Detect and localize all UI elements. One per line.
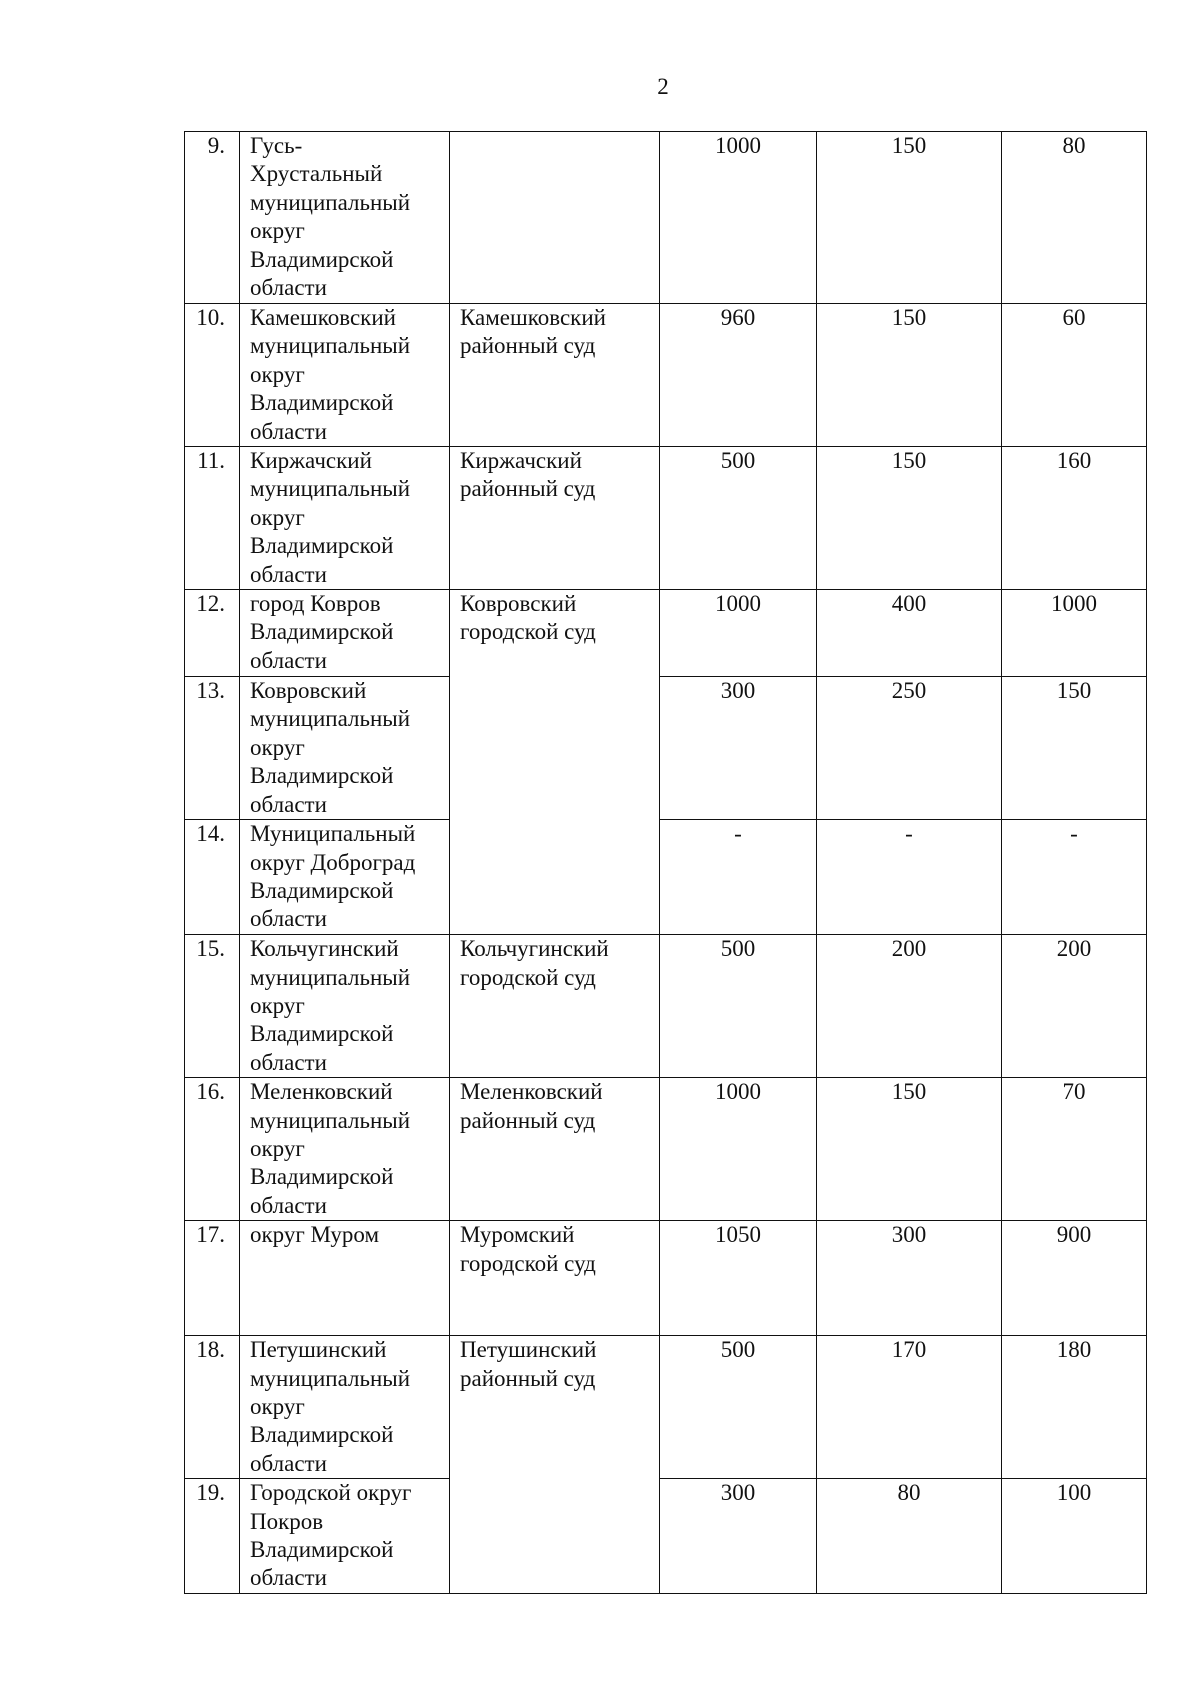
value: 300 xyxy=(720,678,756,704)
row-number: 14. xyxy=(185,820,240,935)
cell-line: области xyxy=(250,647,327,673)
court-name xyxy=(450,590,660,935)
table-row xyxy=(185,820,1147,935)
cell-line: муниципальный xyxy=(250,1107,411,1133)
court-name xyxy=(450,132,660,304)
cell-line: Киржачский xyxy=(250,448,372,474)
cell-line: области xyxy=(250,1565,327,1591)
cell-line: районный суд xyxy=(460,333,596,359)
value-cell-3 xyxy=(1002,1479,1147,1594)
cell-line: Ковровский xyxy=(460,591,577,617)
value-cell-3 xyxy=(1002,447,1147,590)
table-row xyxy=(185,677,1147,820)
court-name xyxy=(450,1221,660,1336)
value-cell-1 xyxy=(660,1078,817,1221)
value: 180 xyxy=(1056,1337,1092,1363)
cell-line: округ xyxy=(250,361,305,387)
value-cell-3 xyxy=(1002,935,1147,1078)
table-row xyxy=(185,304,1147,447)
cell-line: Покров xyxy=(250,1508,324,1534)
value: - xyxy=(905,821,913,847)
cell-line: Меленковский xyxy=(250,1079,393,1105)
cell-line: области xyxy=(250,561,327,587)
value: - xyxy=(734,821,742,847)
value-cell-2 xyxy=(817,447,1002,590)
table-row xyxy=(185,935,1147,1078)
value: 160 xyxy=(1056,448,1092,474)
value-cell-2 xyxy=(817,677,1002,820)
cell-line: Владимирской xyxy=(250,763,394,789)
cell-line: округ xyxy=(250,1135,305,1161)
cell-line: Кольчугинский xyxy=(460,936,609,962)
value: 1000 xyxy=(715,133,761,158)
value: 1000 xyxy=(715,1079,761,1105)
value-cell-2 xyxy=(817,1221,1002,1336)
value-cell-1 xyxy=(660,935,817,1078)
value: 150 xyxy=(891,448,927,474)
value-cell-1 xyxy=(660,820,817,935)
cell-line: Муромский xyxy=(460,1222,575,1248)
value: 500 xyxy=(720,1337,756,1363)
page-number: 2 xyxy=(657,74,669,99)
cell-line: округ Доброград xyxy=(250,849,416,875)
cell-line: Ковровский xyxy=(250,678,367,704)
cell-line: муниципальный xyxy=(250,476,411,502)
cell-line: округ xyxy=(250,734,305,760)
table-row xyxy=(185,447,1147,590)
cell-line: муниципальный xyxy=(250,706,411,732)
cell-line: Меленковский xyxy=(460,1079,603,1105)
cell-line: Гусь- xyxy=(250,133,303,158)
value-cell-1 xyxy=(660,447,817,590)
value: 500 xyxy=(720,448,756,474)
cell-line: муниципальный xyxy=(250,333,411,359)
value-cell-3 xyxy=(1002,820,1147,935)
cell-line: Петушинский xyxy=(460,1337,597,1363)
value: 1000 xyxy=(715,591,761,617)
value-cell-2 xyxy=(817,1336,1002,1479)
value: 60 xyxy=(1062,305,1086,330)
value: 1050 xyxy=(715,1222,761,1248)
value-cell-3 xyxy=(1002,304,1147,447)
cell-line: округ xyxy=(250,504,305,530)
value-cell-3 xyxy=(1002,590,1147,677)
cell-line: Муниципальный xyxy=(250,821,416,847)
cell-line: Владимирской xyxy=(250,1537,394,1562)
row-number: 12. xyxy=(185,590,240,677)
cell-line: муниципальный xyxy=(250,189,411,215)
municipality-name xyxy=(240,447,450,590)
municipality-name xyxy=(240,1479,450,1594)
value: 150 xyxy=(1056,678,1092,704)
value-cell-3 xyxy=(1002,1221,1147,1336)
value-cell-1 xyxy=(660,590,817,677)
value: 300 xyxy=(720,1480,756,1506)
cell-line: Владимирской xyxy=(250,1422,394,1448)
row-number: 19. xyxy=(185,1479,240,1594)
municipality-name xyxy=(240,132,450,304)
cell-line: Владимирской xyxy=(250,619,394,645)
municipality-name xyxy=(240,677,450,820)
cell-line: Петушинский xyxy=(250,1337,387,1363)
value-cell-2 xyxy=(817,304,1002,447)
value-cell-1 xyxy=(660,1479,817,1594)
cell-line: Владимирской xyxy=(250,390,394,416)
cell-line: области xyxy=(250,1192,327,1218)
value-cell-3 xyxy=(1002,132,1147,304)
value-cell-2 xyxy=(817,820,1002,935)
courts-table xyxy=(184,131,1147,1594)
cell-line: области xyxy=(250,791,327,817)
cell-line: городской суд xyxy=(460,619,596,645)
municipality-name xyxy=(240,590,450,677)
cell-line: Камешковский xyxy=(250,305,396,330)
cell-line: Владимирской xyxy=(250,1164,394,1190)
cell-line: город Ковров xyxy=(250,591,381,617)
row-number: 17. xyxy=(185,1221,240,1336)
value: - xyxy=(1070,821,1078,847)
municipality-name xyxy=(240,304,450,447)
cell-line: области xyxy=(250,906,327,932)
cell-line: Владимирской xyxy=(250,246,394,272)
cell-line: Городской округ xyxy=(250,1480,412,1506)
cell-line: области xyxy=(250,1450,327,1476)
value: 250 xyxy=(891,678,927,704)
court-name xyxy=(450,1336,660,1594)
value-cell-1 xyxy=(660,304,817,447)
cell-line: Владимирской xyxy=(250,877,394,903)
table-row xyxy=(185,1336,1147,1479)
value-cell-1 xyxy=(660,132,817,304)
row-number: 11. xyxy=(185,447,240,590)
value: 150 xyxy=(891,1079,927,1105)
cell-line: области xyxy=(250,1049,327,1075)
value-cell-2 xyxy=(817,132,1002,304)
value: 1000 xyxy=(1051,591,1097,617)
municipality-name xyxy=(240,935,450,1078)
row-number: 15. xyxy=(185,935,240,1078)
value-cell-1 xyxy=(660,1221,817,1336)
value: 150 xyxy=(891,305,927,330)
cell-line: Владимирской xyxy=(250,533,394,559)
value: 170 xyxy=(891,1337,927,1363)
value: 100 xyxy=(1056,1480,1092,1506)
value: 960 xyxy=(720,305,756,330)
cell-line: районный суд xyxy=(460,476,596,502)
value: 400 xyxy=(891,591,927,617)
municipality-name xyxy=(240,820,450,935)
cell-line: районный суд xyxy=(460,1107,596,1133)
cell-line: Камешковский xyxy=(460,305,606,330)
value-cell-1 xyxy=(660,677,817,820)
municipality-name xyxy=(240,1336,450,1479)
cell-line: Кольчугинский xyxy=(250,936,399,962)
cell-line: округ xyxy=(250,1393,305,1419)
value: 80 xyxy=(897,1480,921,1506)
cell-line: Киржачский xyxy=(460,448,582,474)
table-row xyxy=(185,1479,1147,1594)
table-row xyxy=(185,590,1147,677)
row-number: 16. xyxy=(185,1078,240,1221)
value: 150 xyxy=(891,133,927,158)
court-name xyxy=(450,447,660,590)
row-number: 13. xyxy=(185,677,240,820)
cell-line: районный суд xyxy=(460,1365,596,1391)
row-number: 9. xyxy=(185,132,240,304)
cell-line: муниципальный xyxy=(250,1365,411,1391)
cell-line: Владимирской xyxy=(250,1021,394,1047)
value-cell-2 xyxy=(817,1479,1002,1594)
table-row xyxy=(185,1221,1147,1336)
cell-line: области xyxy=(250,418,327,444)
municipality-name xyxy=(240,1078,450,1221)
value: 500 xyxy=(720,936,756,962)
value: 70 xyxy=(1062,1079,1086,1105)
court-name xyxy=(450,1078,660,1221)
value-cell-3 xyxy=(1002,1336,1147,1479)
value: 900 xyxy=(1056,1222,1092,1248)
value: 80 xyxy=(1062,133,1086,158)
cell-line: округ xyxy=(250,992,305,1018)
cell-line: округ Муром xyxy=(250,1222,380,1248)
cell-line: городской суд xyxy=(460,1250,596,1276)
cell-line: городской суд xyxy=(460,964,596,990)
value-cell-2 xyxy=(817,590,1002,677)
value-cell-3 xyxy=(1002,1078,1147,1221)
court-name xyxy=(450,935,660,1078)
cell-line: муниципальный xyxy=(250,964,411,990)
value-cell-2 xyxy=(817,935,1002,1078)
court-name xyxy=(450,304,660,447)
value-cell-1 xyxy=(660,1336,817,1479)
table-row xyxy=(185,1078,1147,1221)
value: 300 xyxy=(891,1222,927,1248)
value-cell-3 xyxy=(1002,677,1147,820)
cell-line: Хрустальный xyxy=(250,161,383,187)
value: 200 xyxy=(891,936,927,962)
value: 200 xyxy=(1056,936,1092,962)
cell-line: области xyxy=(250,275,327,301)
row-number: 18. xyxy=(185,1336,240,1479)
municipality-name xyxy=(240,1221,450,1336)
table-row xyxy=(185,132,1147,304)
row-number: 10. xyxy=(185,304,240,447)
value-cell-2 xyxy=(817,1078,1002,1221)
cell-line: округ xyxy=(250,218,305,244)
